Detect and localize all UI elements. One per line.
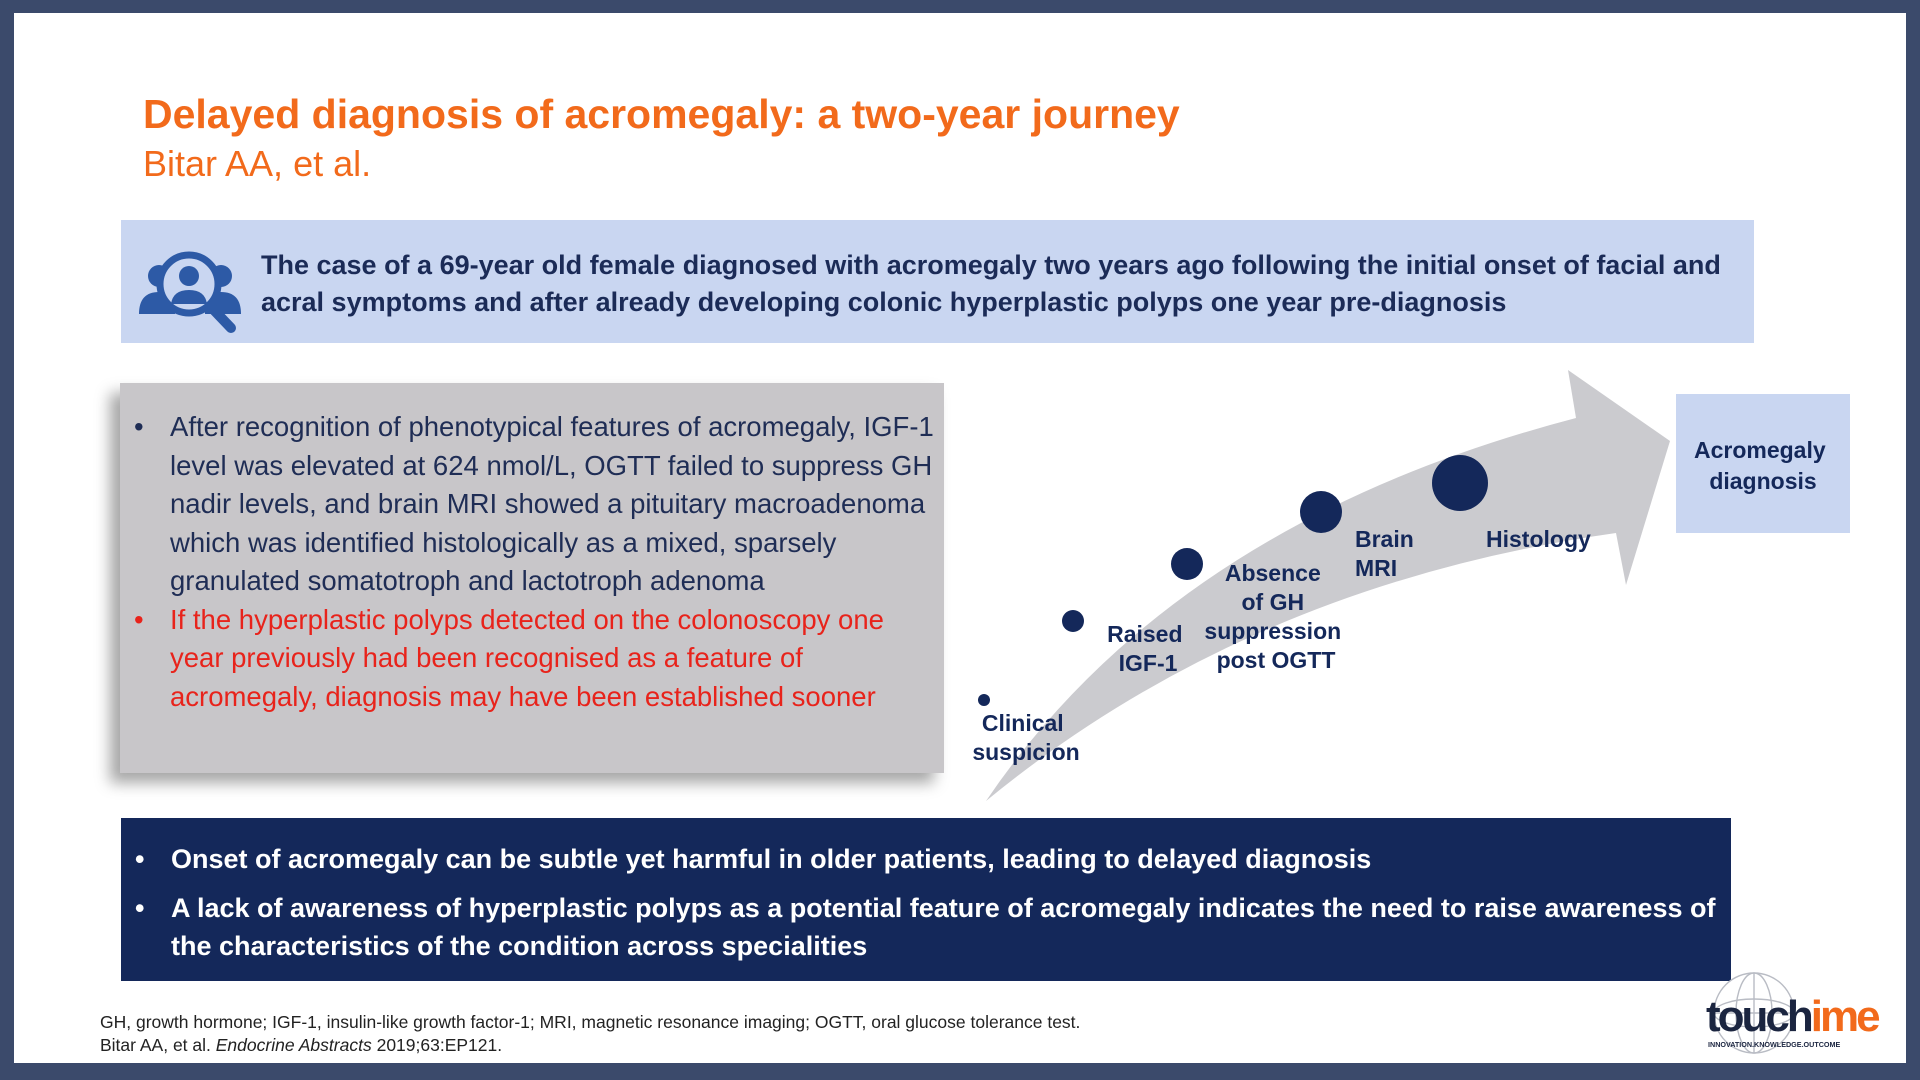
timeline-dot-histology <box>1432 455 1488 511</box>
timeline-dot-mri <box>1300 491 1342 533</box>
key-points-list <box>121 840 1721 976</box>
findings-box <box>120 383 944 773</box>
finding-text: After recognition of phenotypical features of acromegaly, IGF-1 level was elevated at 624 nmol/L, OGTT failed to suppress GH nadir levels, and brain MRI showed a pituitary macroadenoma which was identified histologically as a mixed, sparsely granulated somatotroph and lactotroph adenoma <box>170 411 934 596</box>
timeline-label-mri: Brain MRI <box>1355 526 1414 581</box>
reference-details: 2019;63:EP121. <box>371 1035 503 1055</box>
case-summary-box <box>121 220 1754 343</box>
diagnosis-endpoint-box <box>1676 394 1850 533</box>
timeline-label-igf1: Raised IGF-1 <box>1107 621 1183 676</box>
case-summary-text: The case of a 69-year old female diagnosed with acromegaly two years ago following the initial onset of facial and acral symptoms and after already developing colonic hyperplastic polyps one year pre-diagnosis <box>261 250 1721 317</box>
key-point-item <box>121 889 1721 965</box>
slide-title: Delayed diagnosis of acromegaly: a two-year journey <box>143 91 1180 137</box>
bullet: • <box>135 844 145 874</box>
key-points-box <box>121 818 1731 981</box>
bullet: • <box>134 411 144 442</box>
bullet: • <box>134 603 144 635</box>
reference-journal: Endocrine Abstracts <box>215 1035 372 1055</box>
timeline-dot-clinical <box>978 694 990 706</box>
timeline-arrow <box>986 370 1670 801</box>
timeline-dot-igf1 <box>1062 610 1084 632</box>
bullet: • <box>135 893 145 923</box>
touchime-logo <box>1704 963 1894 1058</box>
timeline-label-histology: Histology <box>1486 526 1591 552</box>
slide-subtitle: Bitar AA, et al. <box>143 143 372 184</box>
diagnosis-endpoint-label: Acromegaly diagnosis <box>1693 437 1826 494</box>
diagnosis-timeline <box>964 353 1904 803</box>
footnote <box>100 1011 1080 1057</box>
key-point-item <box>121 840 1721 878</box>
svg-text:INNOVATION.KNOWLEDGE.OUTCOME: INNOVATION.KNOWLEDGE.OUTCOME <box>1708 1040 1841 1049</box>
finding-item-highlight <box>120 601 940 717</box>
slide <box>14 13 1906 1063</box>
abbreviations: GH, growth hormone; IGF-1, insulin-like growth factor-1; MRI, magnetic resonance imaging; OGTT, oral glucose tolerance test. <box>100 1012 1081 1032</box>
person-search-icon <box>131 244 247 334</box>
reference-authors: Bitar AA, et al. <box>100 1035 216 1055</box>
key-point-text: Onset of acromegaly can be subtle yet harmful in older patients, leading to delayed diagnosis <box>171 844 1372 874</box>
findings-list <box>120 408 940 716</box>
svg-text:touchime: touchime <box>1706 992 1878 1041</box>
reference <box>100 1034 1080 1057</box>
finding-text: If the hyperplastic polyps detected on the colonoscopy one year previously had been recognised as a feature of acromegaly, diagnosis may have been established sooner <box>170 603 884 712</box>
key-point-text: A lack of awareness of hyperplastic polyps as a potential feature of acromegaly indicates the need to raise awareness of the characteristics of the condition across specialities <box>171 893 1716 961</box>
timeline-dot-ogtt <box>1171 548 1203 580</box>
finding-item <box>120 408 940 601</box>
timeline-label-ogtt: Absence of GH suppression post OGTT <box>1204 560 1342 673</box>
timeline-label-clinical: Clinical suspicion <box>972 710 1080 765</box>
